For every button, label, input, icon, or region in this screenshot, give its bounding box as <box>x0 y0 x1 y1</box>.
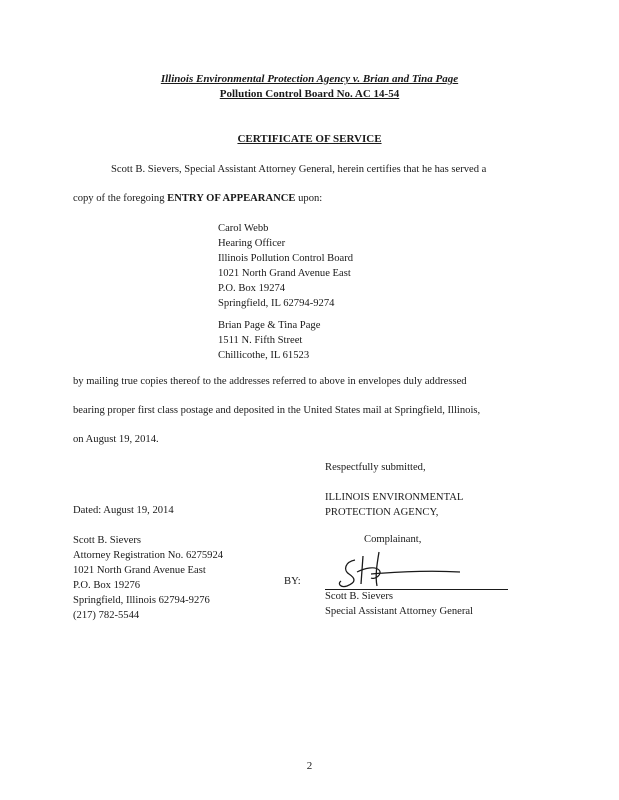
dated-line: Dated: August 19, 2014 <box>73 505 174 516</box>
signer-name: Scott B. Sievers <box>325 591 393 602</box>
attorney-line: Springfield, Illinois 62794-9276 <box>73 595 210 606</box>
attorney-line: Attorney Registration No. 6275924 <box>73 550 224 561</box>
address-line: 1021 North Grand Avenue East <box>218 268 351 279</box>
attorney-contact-block <box>73 533 223 623</box>
agency-line: PROTECTION AGENCY, <box>325 507 439 518</box>
address-line: Springfield, IL 62794-9274 <box>218 298 335 309</box>
service-line-1: by mailing true copies thereof to the addresses referred to above in envelopes duly addressed <box>73 376 467 387</box>
address-line: Chillicothe, IL 61523 <box>218 350 310 361</box>
attorney-line: P.O. Box 19276 <box>73 580 141 591</box>
certificate-title: CERTIFICATE OF SERVICE <box>237 133 382 145</box>
intro-line-1: Scott B. Sievers, Special Assistant Attorney General, herein certifies that he has served a <box>111 164 487 175</box>
address-line: Hearing Officer <box>218 238 286 249</box>
address-line: Carol Webb <box>218 223 269 234</box>
service-line-2: bearing proper first class postage and deposited in the United States mail at Springfield, Illinois, <box>73 405 481 416</box>
respectfully-submitted: Respectfully submitted, <box>325 462 426 473</box>
agency-name <box>325 490 463 520</box>
case-title: Illinois Environmental Protection Agency v. Brian and Tina Page <box>160 73 459 85</box>
address-line: P.O. Box 19274 <box>218 283 286 294</box>
signer-title: Special Assistant Attorney General <box>325 606 473 617</box>
signature-line <box>325 589 508 590</box>
recipient-address-1 <box>218 221 353 311</box>
page-number: 2 <box>306 760 313 772</box>
address-line: 1511 N. Fifth Street <box>218 335 303 346</box>
recipient-address-2 <box>218 318 320 363</box>
agency-line: ILLINOIS ENVIRONMENTAL <box>325 492 464 503</box>
intro-line-2-pre: copy of the foregoing <box>73 193 168 204</box>
complainant-label: Complainant, <box>364 534 422 545</box>
attorney-line: 1021 North Grand Avenue East <box>73 565 206 576</box>
attorney-line: (217) 782-5544 <box>73 610 140 621</box>
intro-line-2 <box>73 193 322 204</box>
address-line: Brian Page & Tina Page <box>218 320 321 331</box>
service-line-3: on August 19, 2014. <box>73 434 159 445</box>
attorney-line: Scott B. Sievers <box>73 535 141 546</box>
docket-number: Pollution Control Board No. AC 14-54 <box>219 88 400 100</box>
by-label: BY: <box>284 576 301 587</box>
intro-line-2-post: upon: <box>295 193 323 204</box>
address-line: Illinois Pollution Control Board <box>218 253 354 264</box>
handwritten-signature <box>335 548 465 592</box>
document-name: ENTRY OF APPEARANCE <box>167 193 296 204</box>
